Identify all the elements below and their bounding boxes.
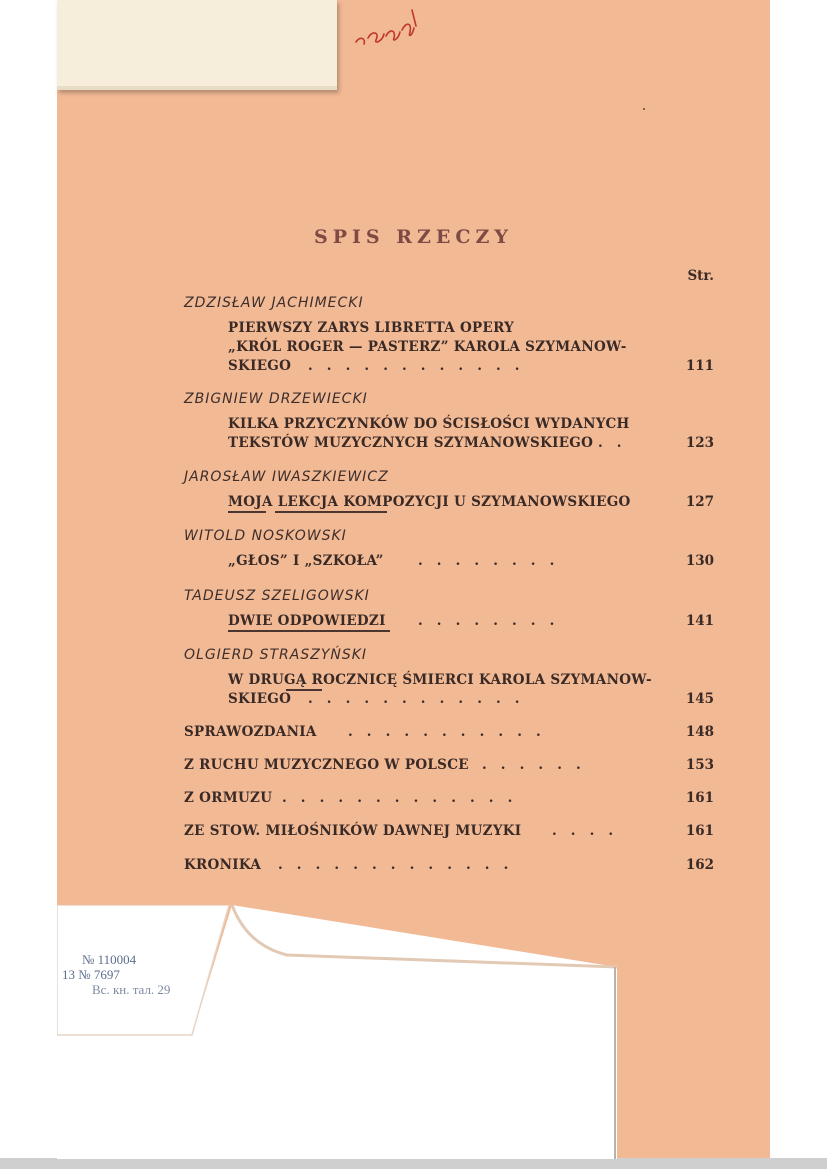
section-title: Z ORMUZU (184, 790, 273, 806)
article-title-line: KILKA PRZYCZYNKÓW DO ŚCISŁOŚCI WYDANYCH (228, 416, 630, 432)
library-stamp (62, 952, 202, 997)
article-title-line: „GŁOS” I „SZKOŁA” (228, 553, 384, 569)
page-number: 123 (685, 435, 714, 451)
author-name: OLGIERD STRASZYŃSKI (184, 647, 368, 663)
page-number: 162 (685, 857, 714, 873)
article-title-line: „KRÓL ROGER — PASTERZ” KAROLA SZYMANOW- (228, 339, 627, 355)
leader-dots: . . . . . . . . . . . . . (282, 790, 513, 806)
article-title-line: PIERWSZY ZARYS LIBRETTA OPERY (228, 320, 515, 336)
author-name: JAROSŁAW IWASZKIEWICZ (184, 469, 389, 485)
stamp-line: 13 № 7697 (62, 967, 120, 982)
page-number: 153 (685, 757, 714, 773)
leader-dots: . . (598, 435, 622, 451)
leader-dots: . . . . . . . . (418, 613, 555, 629)
article-title-line: MOJA LEKCJA KOMPOZYCJI U SZYMANOWSKIEGO (228, 494, 631, 510)
section-title: Z RUCHU MUZYCZNEGO W POLSCE (184, 757, 469, 773)
page-number: 145 (685, 691, 714, 707)
author-name: TADEUSZ SZELIGOWSKI (184, 588, 370, 604)
page-number: 130 (685, 553, 714, 569)
leader-dots: . . . . . . . . (418, 553, 555, 569)
handwritten-note (352, 6, 422, 46)
paper-slip-bottom (57, 905, 617, 1159)
underline (286, 689, 322, 691)
article-title-line: W DRUGĄ ROCZNICĘ ŚMIERCI KAROLA SZYMANOW- (228, 672, 652, 688)
author-name: ZDZISŁAW JACHIMECKI (184, 295, 364, 311)
author-name: ZBIGNIEW DRZEWIECKI (184, 391, 368, 407)
page-title: SPIS RZECZY (314, 226, 513, 248)
author-name: WITOLD NOSKOWSKI (184, 528, 347, 544)
page-number: 127 (685, 494, 714, 510)
underline (228, 511, 266, 513)
page-column-label: Str. (687, 268, 714, 284)
scan-edge (0, 1158, 827, 1169)
article-title-line: DWIE ODPOWIEDZI (228, 613, 386, 629)
page-number: 141 (685, 613, 714, 629)
page-number: 148 (685, 724, 714, 740)
leader-dots: . . . . (552, 823, 614, 839)
section-title: ZE STOW. MIŁOŚNIKÓW DAWNEJ MUZYKI (184, 823, 522, 839)
article-title-line: SKIEGO (228, 358, 292, 374)
paper-slip-top (57, 0, 337, 90)
section-title: KRONIKA (184, 857, 262, 873)
page-number: 161 (685, 790, 714, 806)
stamp-line: Вс. кн. тал. 29 (92, 982, 171, 997)
page-number: 111 (685, 358, 714, 374)
underline (275, 511, 387, 513)
leader-dots: . . . . . . . . . . . . (308, 358, 520, 374)
article-title-line: TEKSTÓW MUZYCZNYCH SZYMANOWSKIEGO (228, 435, 594, 451)
leader-dots: . . . . . . . . . . . (348, 724, 541, 740)
leader-dots: . . . . . . . . . . . . . (278, 857, 509, 873)
underline (228, 630, 390, 632)
speck (643, 108, 645, 110)
section-title: SPRAWOZDANIA (184, 724, 317, 740)
page-number: 161 (685, 823, 714, 839)
article-title-line: SKIEGO (228, 691, 292, 707)
stamp-line: № 110004 (82, 952, 137, 967)
leader-dots: . . . . . . . . . . . . (308, 691, 520, 707)
leader-dots: . . . . . . (482, 757, 581, 773)
